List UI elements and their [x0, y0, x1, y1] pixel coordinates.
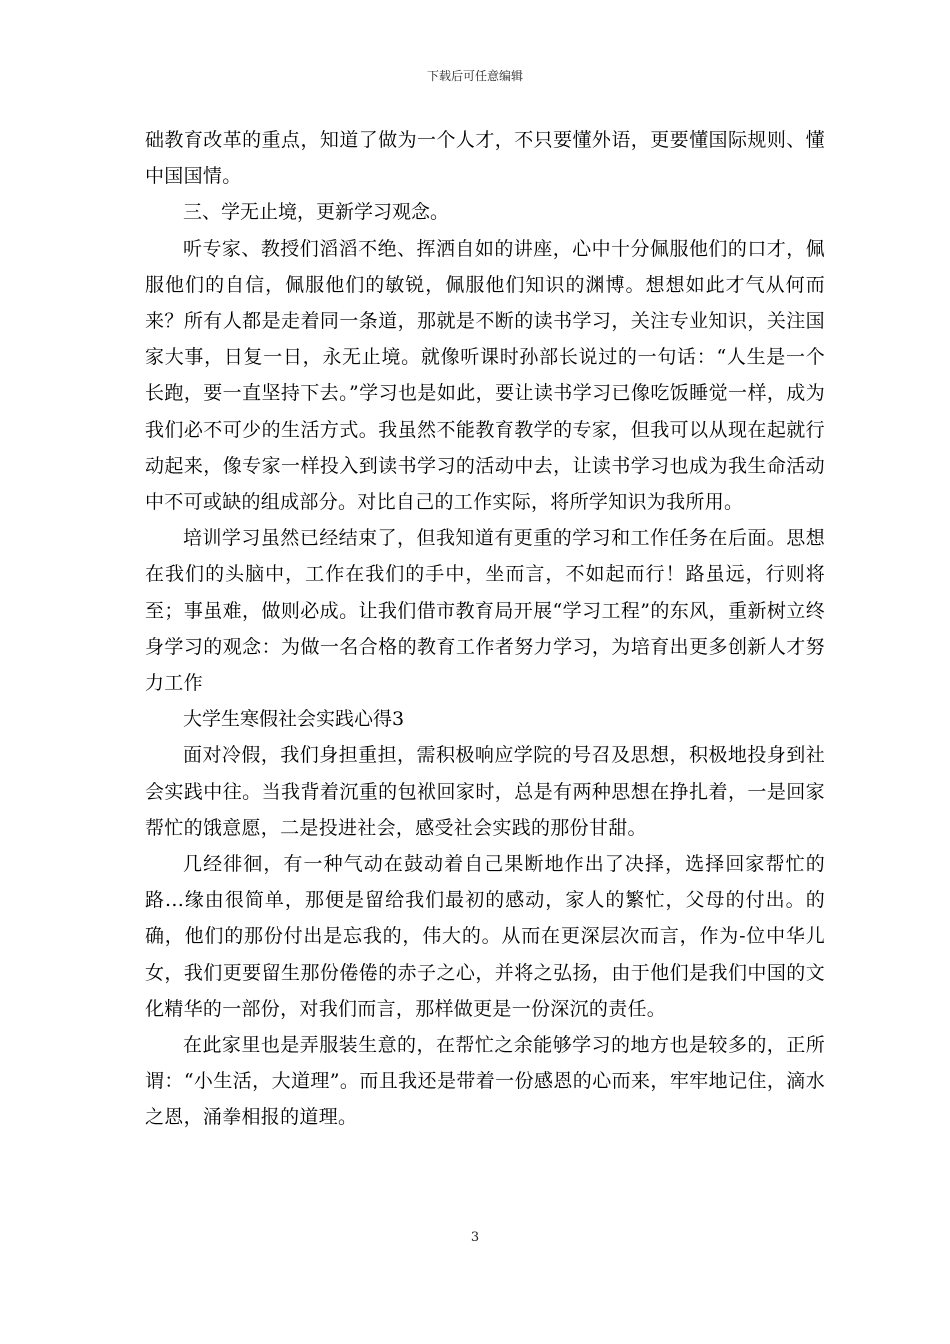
page-number: 3	[470, 1230, 480, 1245]
paragraph: 培训学习虽然已经结束了，但我知道有更重的学习和工作任务在后面。思想在我们的头脑中，工作在我们的手中，坐而言，不如起而行！路虽远，行则将至；事虽难，做则必成。让我们借市教育局开展“学习工程”的东风，重新树立终身学习的观念：为做一名合格的教育工作者努力学习，为培育出更多创新人才努力工作	[145, 527, 825, 695]
page-header: 下载后可任意编辑	[426, 69, 523, 83]
article-title: 大学生寒假社会实践心得3	[183, 708, 405, 731]
paragraph: 几经徘徊，有一种气动在鼓动着自己果断地作出了决择，选择回家帮忙的路...缘由很简单，那便是留给我们最初的感动，家人的繁忙，父母的付出。的确，他们的那份付出是忘我的，伟大的。从而在更深层次而言，作为-位中华儿女，我们更要留生那份倦倦的赤子之心，并将之弘扬，由于他们是我们中国的文化精华的一部份，对我们而言，那样做更是一份深沉的责任。	[145, 853, 825, 1020]
document-body	[145, 122, 825, 1136]
paragraph-continuation: 础教育改革的重点，知道了做为一个人才，不只要懂外语，更要懂国际规则、懂中国国情。	[145, 129, 825, 188]
paragraph: 听专家、教授们滔滔不绝、挥洒自如的讲座，心中十分佩服他们的口才，佩服他们的自信，佩服他们的敏锐，佩服他们知识的渊博。想想如此才气从何而来？所有人都是走着同一条道，那就是不断的读书学习，关注专业知识，关注国家大事，日复一日，永无止境。就像听课时孙部长说过的一句话：“人生是一个长跑，要一直坚持下去。”学习也是如此，要让读书学习已像吃饭睡觉一样，成为我们必不可少的生活方式。我虽然不能教育教学的专家，但我可以从现在起就行动起来，像专家一样投入到读书学习的活动中去，让读书学习也成为我生命活动中不可或缺的组成部分。对比自己的工作实际，将所学知识为我所用。	[145, 237, 825, 514]
section-heading: 三、学无止境，更新学习观念。	[183, 201, 450, 224]
paragraph: 面对冷假，我们身担重担，需积极响应学院的号召及思想，积极地投身到社会实践中往。当我背着沉重的包袱回家时，总是有两种思想在挣扎着，一是回家帮忙的饿意愿，二是投进社会，感受社会实践的那份甘甜。	[145, 744, 825, 839]
paragraph: 在此家里也是弄服装生意的，在帮忙之余能够学习的地方也是较多的，正所谓：“小生活，大道理”。而且我还是带着一份感恩的心而来，牢牢地记住，滴水之恩，涌拳相报的道理。	[145, 1034, 825, 1129]
